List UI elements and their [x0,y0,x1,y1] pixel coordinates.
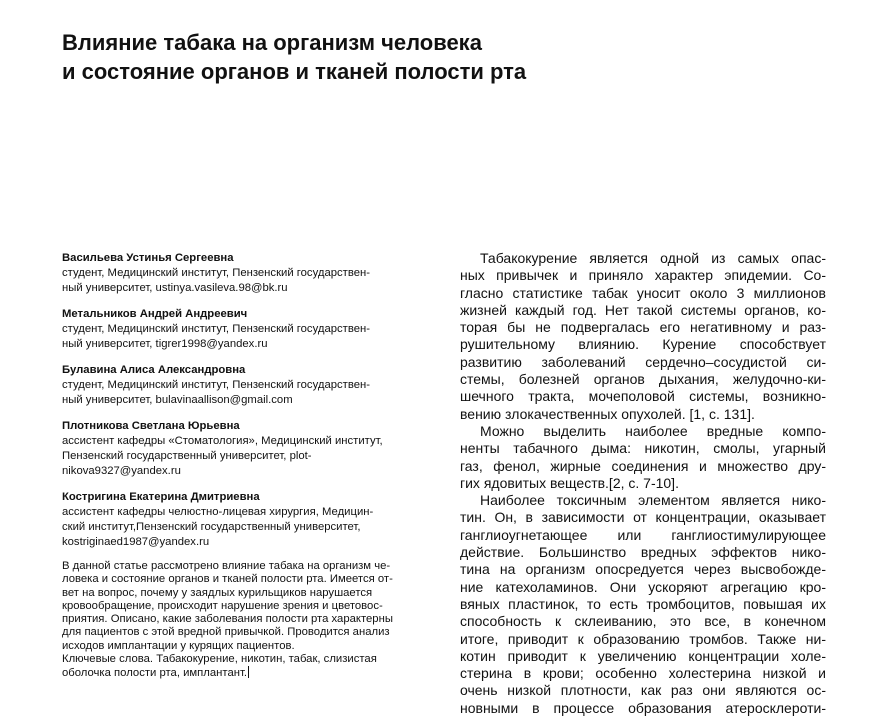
body-line: вению злокачественных опухолей. [1, с. 131]. [460,405,755,422]
body-line: Можно выделить наиболее вредные компо- [480,422,826,439]
body-line: новными в процессе образования атеросклероти- [460,699,826,716]
author-affiliation: ный университет, bulavinaallison@gmail.com [62,394,293,406]
body-line: тин. Он, в зависимости от концентрации, оказывает [460,509,826,526]
author-name: Метальников Андрей Андреевич [62,308,248,320]
author-block [62,307,402,352]
author-block [62,251,402,296]
abstract-line: В данной статье рассмотрено влияние табака на организм че- [62,560,391,572]
author-affiliation: ский институт,Пензенский государственный университет, [62,521,361,533]
body-line: ганглиоугнетающее или ганглиостимулирующее [460,526,826,543]
author-affiliation: nikova9327@yandex.ru [62,465,181,477]
author-affiliation: ный университет, tigrer1998@yandex.ru [62,338,268,350]
body-line: гих ядовитых веществ.[2, с. 7-10]. [460,474,679,491]
body-line: торая бы не подвергалась его негативному и раз- [460,319,826,336]
author-name: Плотникова Светлана Юрьевна [62,420,240,432]
body-line: действие. Большинство вредных эффектов нико- [460,544,826,561]
body-line: Табакокурение является одной из самых опас- [480,250,826,266]
author-affiliation: ный университет, ustinya.vasileva.98@bk.ru [62,282,288,294]
abstract-line: вет на вопрос, почему у заядлых курильщиков нарушается [62,586,373,599]
body-line: вяных пластинок, то есть тромбоцитов, повышая их [460,595,826,612]
author-name: Булавина Алиса Александровна [62,364,246,376]
body-line: способность к склеиванию, это все, в конечном [460,613,826,630]
text-cursor [248,666,249,678]
author-affiliation: ассистент кафедры «Стоматология», Медицинский институт, [62,435,383,447]
abstract-line: приятия. Описано, какие заболевания полости рта характерны [62,613,393,626]
author-name: Васильева Устинья Сергеевна [62,252,234,264]
body-line: развитию заболеваний сердечно–сосудистой си- [460,353,826,370]
keywords-line [62,666,418,680]
author-affiliation: ассистент кафедры челюстно-лицевая хирургия, Медицин- [62,506,374,518]
author-affiliation: студент, Медицинский институт, Пензенский государствен- [62,379,370,391]
body-line: очень низкой плотности, как раз они являются ос- [460,682,826,699]
author-block [62,363,402,408]
author-block [62,419,402,479]
body-line: рушительному влиянию. Курение способствует [460,336,826,353]
body-line: ние катехоламинов. Они ускоряют агрегацию кро- [460,578,826,595]
body-line: ненты табачного дыма: никотин, смолы, угарный [460,440,826,457]
keywords-text: оболочка полости рта, имплантант. [62,667,248,680]
abstract-line: для пациентов с этой вредной привычкой. Проводится анализ [62,626,390,639]
title-line: Влияние табака на организм человека [62,30,482,55]
body-line: котин приводит к увеличению концентрации холе- [460,647,826,664]
body-line: жизней каждый год. Нет такой системы органов, ко- [460,301,826,318]
abstract-line: кровообращение, происходит нарушение зрения и цветовос- [62,599,383,612]
author-list [62,251,402,561]
body-line: ных привычек и приняло характер эпидемии. Со- [460,267,826,284]
abstract-line: исходов имплантации у курящих пациентов. [62,639,295,652]
body-line: стерина в крови; особенно холестерина низкой и [460,665,826,682]
article-body [460,250,826,717]
author-affiliation: kostriginaed1987@yandex.ru [62,536,210,548]
author-block [62,490,402,550]
article-title [62,28,762,86]
abstract-line: ловека и состояние органов и тканей полости рта. Имеется от- [62,573,393,586]
abstract[interactable] [62,560,418,681]
body-line: гласно статистике табак уносит около 3 миллионов [460,284,826,301]
author-affiliation: студент, Медицинский институт, Пензенский государствен- [62,267,370,279]
body-line: Наиболее токсичным элементом является нико- [480,492,826,509]
body-line: шечного тракта, мочеполовой системы, возникно- [460,388,826,405]
author-affiliation: Пензенский государственный университет, plot- [62,450,312,462]
author-name: Костригина Екатерина Дмитриевна [62,491,260,503]
body-line: газ, фенол, жирные соединения и множество дру- [460,457,826,474]
body-line: стемы, болезней органов дыхания, желудочно-ки- [460,371,826,388]
body-line: тина на организм опосредуется через высвобожде- [460,561,826,578]
title-line: и состояние органов и тканей полости рта [62,59,527,84]
author-affiliation: студент, Медицинский институт, Пензенский государствен- [62,323,370,335]
body-line: итоге, приводит к образованию тромбов. Также ни- [460,630,826,647]
keywords-line: Ключевые слова. Табакокурение, никотин, табак, слизистая [62,653,377,666]
